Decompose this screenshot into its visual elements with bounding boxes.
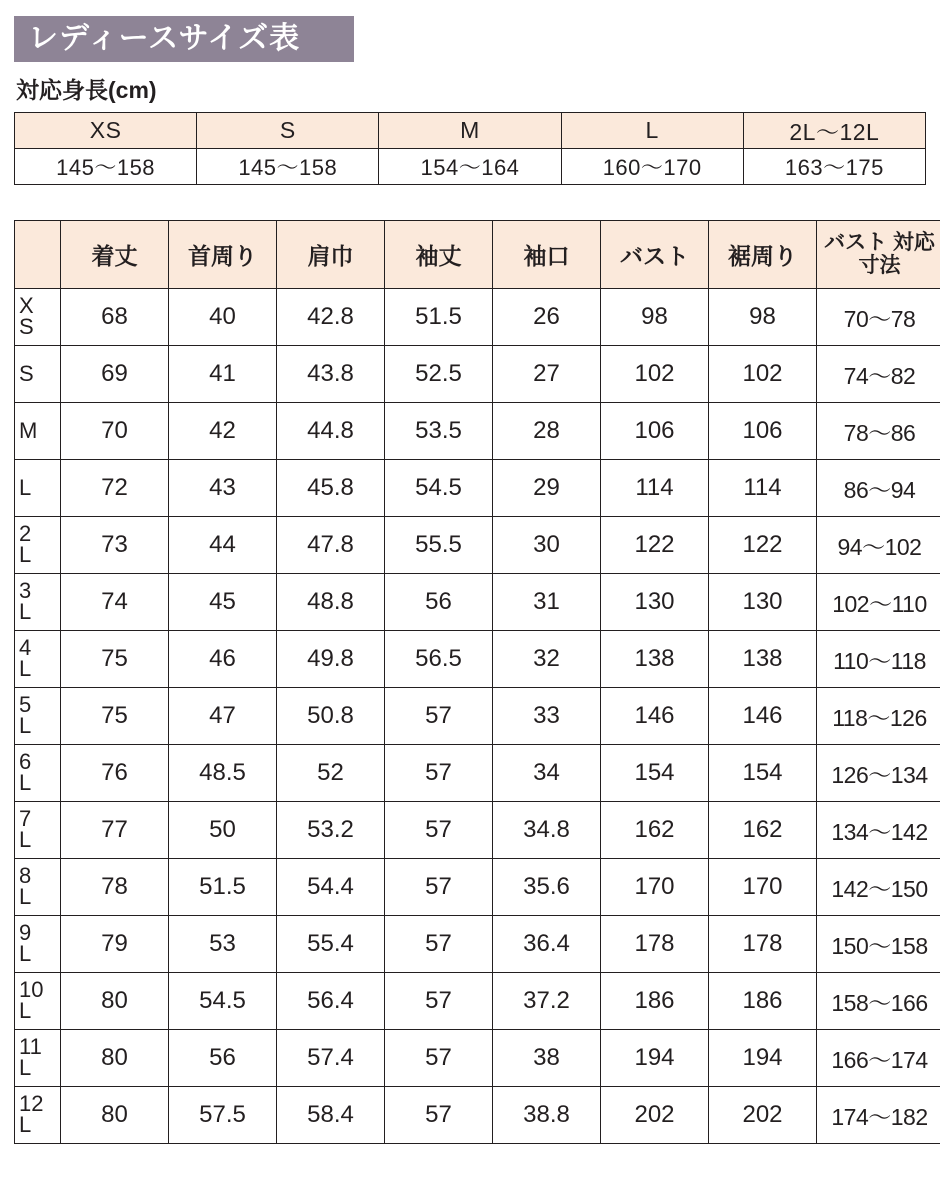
measurement-cell: 56 [169,1030,277,1087]
row-size-label-line1: 11 [19,1034,42,1060]
row-size-label-line2: L [19,542,32,567]
row-size-label-line1: 2 [19,521,32,547]
bust-range-cell: 70〜78 [817,289,940,346]
table-row [15,517,940,574]
measurement-cell: 75 [61,631,169,688]
column-header-kitake: 着丈 [61,221,169,289]
row-size-label-line2: L [19,827,32,852]
bust-range-cell: 86〜94 [817,460,940,517]
table-row [15,973,940,1030]
bust-range-cell: 102〜110 [817,574,940,631]
measurement-cell: 38 [493,1030,601,1087]
table-row [15,802,940,859]
row-size-label-line1: L [19,474,32,500]
height-range-l: 160〜170 [561,149,743,185]
row-size-label-line2: L [19,998,32,1023]
table-row [15,403,940,460]
measurement-cell: 80 [61,1087,169,1144]
measurement-cell: 76 [61,745,169,802]
row-size-label-line2: L [19,1112,32,1137]
measurement-cell: 170 [601,859,709,916]
measurement-cell: 202 [709,1087,817,1144]
measurement-cell: 57 [385,802,493,859]
measurement-header-row [15,221,940,289]
measurement-cell: 194 [709,1030,817,1087]
row-size-label-line2: L [19,884,32,909]
measurement-cell: 51.5 [385,289,493,346]
row-size-label [15,574,61,631]
measurement-cell: 146 [601,688,709,745]
measurement-cell: 114 [601,460,709,517]
measurement-cell: 102 [601,346,709,403]
measurement-cell: 79 [61,916,169,973]
measurement-cell: 32 [493,631,601,688]
row-size-label-line1: 8 [19,863,32,889]
bust-range-cell: 74〜82 [817,346,940,403]
measurement-cell: 41 [169,346,277,403]
measurement-cell: 34.8 [493,802,601,859]
measurement-cell: 106 [709,403,817,460]
row-size-label-line1: M [19,417,38,443]
height-range-2l-12l: 163〜175 [743,149,925,185]
height-range-xs: 145〜158 [15,149,197,185]
measurement-cell: 43 [169,460,277,517]
height-size-m: M [379,113,561,149]
measurement-cell: 57.5 [169,1087,277,1144]
measurement-cell: 73 [61,517,169,574]
column-header-bust-range-line1: バスト [824,231,888,255]
row-size-label-line1: X [19,293,34,319]
measurement-cell: 31 [493,574,601,631]
height-range-table [14,112,926,185]
measurement-cell: 70 [61,403,169,460]
bust-range-cell: 142〜150 [817,859,940,916]
measurement-cell: 56.4 [277,973,385,1030]
measurement-cell: 106 [601,403,709,460]
measurement-cell: 49.8 [277,631,385,688]
measurement-cell: 57 [385,859,493,916]
measurement-table [14,220,940,1144]
measurement-cell: 37.2 [493,973,601,1030]
column-header-bust: バスト [601,221,709,289]
measurement-cell: 48.5 [169,745,277,802]
measurement-cell: 154 [601,745,709,802]
column-header-katahaba: 肩巾 [277,221,385,289]
measurement-cell: 52 [277,745,385,802]
measurement-cell: 42 [169,403,277,460]
measurement-cell: 30 [493,517,601,574]
row-size-label-line2: L [19,941,32,966]
row-size-label-line1: 10 [19,977,44,1003]
row-size-label [15,745,61,802]
measurement-cell: 80 [61,1030,169,1087]
row-size-label-line1: 7 [19,806,32,832]
column-header-sodetake: 袖丈 [385,221,493,289]
row-size-label-line1: 6 [19,749,32,775]
row-size-label-line1: 5 [19,692,32,718]
measurement-cell: 27 [493,346,601,403]
measurement-cell: 54.5 [169,973,277,1030]
row-size-label-line2: L [19,656,32,681]
height-range-s: 145〜158 [197,149,379,185]
measurement-cell: 138 [601,631,709,688]
measurement-cell: 154 [709,745,817,802]
measurement-cell: 50 [169,802,277,859]
measurement-cell: 186 [709,973,817,1030]
measurement-cell: 122 [601,517,709,574]
column-header-sodeguchi: 袖口 [493,221,601,289]
row-size-label [15,403,61,460]
measurement-cell: 29 [493,460,601,517]
measurement-cell: 57 [385,916,493,973]
measurement-cell: 57 [385,1030,493,1087]
row-size-label [15,346,61,403]
measurement-cell: 78 [61,859,169,916]
table-row [15,631,940,688]
bust-range-cell: 150〜158 [817,916,940,973]
measurement-cell: 57 [385,745,493,802]
measurement-cell: 56.5 [385,631,493,688]
height-size-2l-12l: 2L〜12L [743,113,925,149]
column-header-bust-range-line2: 対応寸法 [858,231,935,277]
measurement-cell: 98 [601,289,709,346]
column-header-susomawari: 裾周り [709,221,817,289]
measurement-cell: 162 [709,802,817,859]
bust-range-cell: 158〜166 [817,973,940,1030]
measurement-cell: 68 [61,289,169,346]
table-row [15,289,940,346]
bust-range-cell: 78〜86 [817,403,940,460]
height-size-xs: XS [15,113,197,149]
measurement-cell: 53.5 [385,403,493,460]
measurement-cell: 26 [493,289,601,346]
column-header-bust-range [817,221,940,289]
measurement-cell: 146 [709,688,817,745]
row-size-label-line2: L [19,770,32,795]
row-size-label-line1: 9 [19,920,32,946]
height-table-header-row [15,113,926,149]
table-row [15,574,940,631]
measurement-cell: 80 [61,973,169,1030]
measurement-cell: 69 [61,346,169,403]
measurement-cell: 44 [169,517,277,574]
measurement-cell: 45 [169,574,277,631]
measurement-cell: 54.5 [385,460,493,517]
measurement-corner-cell [15,221,61,289]
measurement-cell: 47.8 [277,517,385,574]
measurement-cell: 55.4 [277,916,385,973]
height-section-label: 対応身長(cm) [16,77,157,103]
measurement-cell: 35.6 [493,859,601,916]
row-size-label [15,460,61,517]
measurement-cell: 38.8 [493,1087,601,1144]
table-row [15,688,940,745]
measurement-cell: 45.8 [277,460,385,517]
measurement-cell: 40 [169,289,277,346]
table-row [15,916,940,973]
measurement-cell: 130 [601,574,709,631]
bust-range-cell: 118〜126 [817,688,940,745]
measurement-cell: 202 [601,1087,709,1144]
measurement-cell: 43.8 [277,346,385,403]
measurement-cell: 46 [169,631,277,688]
table-row [15,460,940,517]
row-size-label-line1: 4 [19,635,32,661]
bust-range-cell: 94〜102 [817,517,940,574]
row-size-label-line1: 3 [19,578,32,604]
table-row [15,1087,940,1144]
measurement-cell: 162 [601,802,709,859]
row-size-label [15,289,61,346]
row-size-label [15,973,61,1030]
row-size-label-line2: L [19,1055,32,1080]
measurement-cell: 57.4 [277,1030,385,1087]
measurement-cell: 122 [709,517,817,574]
measurement-cell: 56 [385,574,493,631]
measurement-cell: 114 [709,460,817,517]
column-header-kubimawari: 首周り [169,221,277,289]
measurement-cell: 57 [385,973,493,1030]
measurement-cell: 28 [493,403,601,460]
measurement-cell: 138 [709,631,817,688]
measurement-cell: 52.5 [385,346,493,403]
measurement-cell: 53.2 [277,802,385,859]
row-size-label-line2: S [19,314,34,339]
measurement-cell: 186 [601,973,709,1030]
measurement-cell: 130 [709,574,817,631]
height-table-value-row [15,149,926,185]
table-row [15,859,940,916]
row-size-label-line2: L [19,713,32,738]
row-size-label [15,517,61,574]
measurement-cell: 72 [61,460,169,517]
table-row [15,1030,940,1087]
bust-range-cell: 174〜182 [817,1087,940,1144]
measurement-cell: 58.4 [277,1087,385,1144]
measurement-cell: 98 [709,289,817,346]
row-size-label-line1: 12 [19,1091,44,1117]
measurement-cell: 57 [385,1087,493,1144]
measurement-cell: 44.8 [277,403,385,460]
page-title: レディースサイズ表 [14,16,354,62]
measurement-cell: 51.5 [169,859,277,916]
row-size-label [15,802,61,859]
measurement-cell: 55.5 [385,517,493,574]
row-size-label-line1: S [19,360,34,386]
row-size-label [15,859,61,916]
height-size-l: L [561,113,743,149]
row-size-label [15,916,61,973]
measurement-body [15,289,940,1144]
row-size-label-line2: L [19,599,32,624]
measurement-cell: 102 [709,346,817,403]
measurement-cell: 74 [61,574,169,631]
table-row [15,745,940,802]
table-row [15,346,940,403]
measurement-cell: 53 [169,916,277,973]
measurement-cell: 57 [385,688,493,745]
measurement-cell: 170 [709,859,817,916]
height-size-s: S [197,113,379,149]
height-range-m: 154〜164 [379,149,561,185]
row-size-label [15,1030,61,1087]
bust-range-cell: 166〜174 [817,1030,940,1087]
measurement-cell: 42.8 [277,289,385,346]
row-size-label [15,631,61,688]
measurement-cell: 194 [601,1030,709,1087]
measurement-cell: 75 [61,688,169,745]
bust-range-cell: 110〜118 [817,631,940,688]
row-size-label [15,1087,61,1144]
measurement-cell: 178 [709,916,817,973]
row-size-label [15,688,61,745]
measurement-cell: 33 [493,688,601,745]
measurement-cell: 54.4 [277,859,385,916]
measurement-cell: 77 [61,802,169,859]
measurement-cell: 47 [169,688,277,745]
measurement-cell: 178 [601,916,709,973]
measurement-cell: 34 [493,745,601,802]
measurement-cell: 48.8 [277,574,385,631]
bust-range-cell: 134〜142 [817,802,940,859]
bust-range-cell: 126〜134 [817,745,940,802]
measurement-cell: 50.8 [277,688,385,745]
measurement-cell: 36.4 [493,916,601,973]
